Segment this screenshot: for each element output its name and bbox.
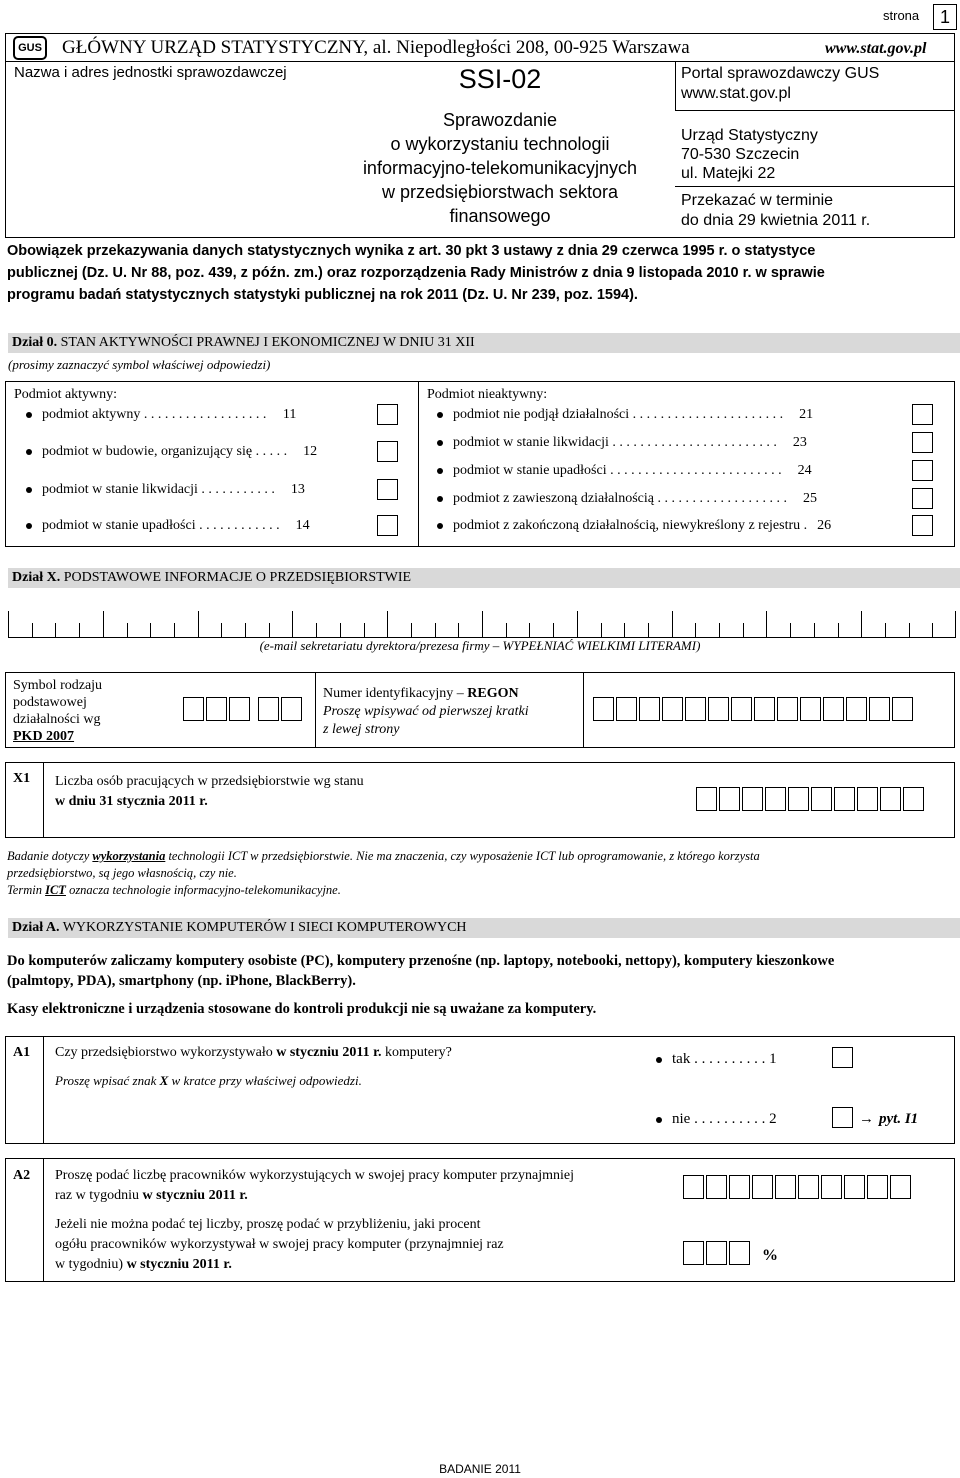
- a1-skip-target: pyt. I1: [879, 1111, 919, 1127]
- comb-tick: [127, 623, 128, 637]
- comb-tick: [150, 623, 151, 637]
- comb-tick: [198, 611, 199, 637]
- comb-tick: [529, 623, 530, 637]
- office-address: GŁÓWNY URZĄD STATYSTYCZNY, al. Niepodległości 208, 00-925 Warszawa: [62, 37, 690, 58]
- status-checkbox[interactable]: [377, 441, 398, 462]
- status-option: podmiot w stanie likwidacji . . . . . . . . . . . . . . . . . . . . . . . . 23: [437, 435, 807, 451]
- status-option: podmiot w stanie likwidacji . . . . . . . . . . . 13: [26, 482, 305, 498]
- comb-tick: [364, 623, 365, 637]
- a1-option-yes: tak . . . . . . . . . . 1: [656, 1051, 777, 1068]
- a1-option-no: nie . . . . . . . . . . 2: [656, 1111, 777, 1128]
- status-checkbox[interactable]: [912, 515, 933, 536]
- comb-tick: [316, 623, 317, 637]
- x1-code: X1: [13, 771, 31, 786]
- a2-code: A2: [13, 1168, 31, 1183]
- status-checkbox[interactable]: [912, 460, 933, 481]
- office-info: Urząd Statystyczny 70-530 Szczecin ul. Matejki 22: [681, 127, 818, 182]
- comb-tick: [435, 623, 436, 637]
- comb-tick: [221, 623, 222, 637]
- section-x-header: Dział X. PODSTAWOWE INFORMACJE O PRZEDSIĘBIORSTWIE: [8, 568, 960, 588]
- regon-label: Numer identyfikacyjny – REGON Proszę wpisywać od pierwszej kratki z lewej strony: [323, 686, 529, 737]
- comb-tick: [672, 611, 673, 637]
- status-checkbox[interactable]: [377, 515, 398, 536]
- section-a-header: Dział A. WYKORZYSTANIE KOMPUTERÓW I SIECI KOMPUTEROWYCH: [8, 918, 960, 938]
- comb-tick: [174, 623, 175, 637]
- a2-count-input[interactable]: [683, 1175, 913, 1199]
- comb-tick: [458, 623, 459, 637]
- status-option: podmiot z zawieszoną działalnością . . . . . . . . . . . . . . . . . . . 25: [437, 491, 817, 507]
- status-option: podmiot w stanie upadłości . . . . . . . . . . . . . . . . . . . . . . . . . 24: [437, 463, 812, 479]
- comb-tick: [648, 623, 649, 637]
- comb-tick: [411, 623, 412, 637]
- a1-hint: Proszę wpisać znak X w kratce przy właściwej odpowiedzi.: [55, 1073, 362, 1088]
- comb-tick: [292, 611, 293, 637]
- comb-tick: [8, 611, 9, 637]
- website: www.stat.gov.pl: [825, 40, 927, 57]
- a1-no-checkbox[interactable]: [832, 1107, 853, 1128]
- comb-tick: [387, 611, 388, 637]
- a1-question: Czy przedsiębiorstwo wykorzystywało w styczniu 2011 r. komputery?: [55, 1045, 452, 1060]
- regon-input[interactable]: [593, 697, 915, 721]
- comb-tick: [909, 623, 910, 637]
- comb-tick: [695, 623, 696, 637]
- unit-name-label: Nazwa i adres jednostki sprawozdawczej: [14, 64, 287, 81]
- status-option: podmiot w budowie, organizujący się . . . . . 12: [26, 444, 317, 460]
- cash-register-note: Kasy elektroniczne i urządzenia stosowane do kontroli produkcji nie są uważane za komputery.: [7, 1001, 597, 1017]
- portal-info: Portal sprawozdawczy GUS www.stat.gov.pl: [681, 65, 880, 102]
- comb-tick: [814, 623, 815, 637]
- comb-tick: [245, 623, 246, 637]
- pkd-label: Symbol rodzaju podstawowej działalności wg PKD 2007: [13, 678, 103, 744]
- comb-tick: [340, 623, 341, 637]
- form-title: Sprawozdanie o wykorzystaniu technologii informacyjno-telekomunikacyjnych w przedsiębiorstwach sektora finansowego: [362, 110, 638, 226]
- legal-basis: Obowiązek przekazywania danych statystycznych wynika z art. 30 pkt 3 ustawy z dnia 29 czerwca 1995 r. o statystyce publicznej (Dz. U. Nr 88, poz. 439, z późn. zm.) oraz rozporządzenia Rady Ministrów z dnia 9 listopada 2010 r. w sprawie programu badań statystycznych statystyki publicznej na rok 2011 (Dz. U. Nr 239, poz. 1594).: [7, 243, 825, 303]
- a1-code: A1: [13, 1045, 31, 1060]
- status-option: podmiot nie podjął działalności . . . . . . . . . . . . . . . . . . . . . . 21: [437, 407, 813, 423]
- comb-tick: [577, 611, 578, 637]
- inactive-title: Podmiot nieaktywny:: [427, 387, 548, 402]
- computer-definition: Do komputerów zaliczamy komputery osobiste (PC), komputery przenośne (np. laptopy, notebooki, nettopy), komputery kieszonkowe (palmtopy, PDA), smartphony (np. iPhone, BlackBerry).: [7, 953, 835, 989]
- a2-percent-input[interactable]: [683, 1241, 752, 1265]
- status-checkbox[interactable]: [912, 432, 933, 453]
- comb-tick: [79, 623, 80, 637]
- status-option: podmiot z zakończoną działalnością, niewykreślony z rejestru . 26: [437, 518, 831, 534]
- comb-tick: [885, 623, 886, 637]
- arrow-right-icon: →: [859, 1111, 874, 1127]
- gus-logo: GUS: [13, 36, 47, 60]
- status-checkbox[interactable]: [377, 479, 398, 500]
- survey-notes: Badanie dotyczy wykorzystania technologii ICT w przedsiębiorstwie. Nie ma znaczenia, czy wyposażenie ICT lub oprogramowanie, z którego korzysta przedsiębiorstwo, są jego własnością, czy nie. Termin ICT oznacza technologie informacyjno-telekomunikacyjne.: [7, 849, 760, 897]
- status-checkbox[interactable]: [377, 404, 398, 425]
- status-option: podmiot w stanie upadłości . . . . . . . . . . . . 14: [26, 518, 310, 534]
- status-option: podmiot aktywny . . . . . . . . . . . . . . . . . . 11: [26, 407, 296, 423]
- email-caption: (e-mail sekretariatu dyrektora/prezesa firmy – WYPEŁNIAĆ WIELKIMI LITERAMI): [259, 638, 701, 653]
- comb-tick: [553, 623, 554, 637]
- section-0-header: Dział 0. STAN AKTYWNOŚCI PRAWNEJ I EKONOMICZNEJ W DNIU 31 XII: [8, 333, 960, 353]
- comb-tick: [790, 623, 791, 637]
- comb-tick: [506, 623, 507, 637]
- a1-yes-checkbox[interactable]: [832, 1047, 853, 1068]
- active-title: Podmiot aktywny:: [14, 387, 118, 402]
- pkd-input[interactable]: [183, 697, 304, 721]
- comb-tick: [932, 623, 933, 637]
- comb-tick: [743, 623, 744, 637]
- section-0-note: (prosimy zaznaczyć symbol właściwej odpowiedzi): [8, 357, 271, 372]
- comb-tick: [624, 623, 625, 637]
- comb-tick: [269, 623, 270, 637]
- x1-question: Liczba osób pracujących w przedsiębiorstwie wg stanu w dniu 31 stycznia 2011 r.: [55, 774, 364, 809]
- comb-tick: [103, 611, 104, 637]
- email-input[interactable]: [8, 610, 956, 638]
- status-checkbox[interactable]: [912, 488, 933, 509]
- a2-question: Proszę podać liczbę pracowników wykorzystujących w swojej pracy komputer przynajmniej raz w tygodniu w styczniu 2011 r.: [55, 1168, 574, 1203]
- comb-tick: [719, 623, 720, 637]
- comb-tick: [955, 611, 956, 637]
- a2-percent-question: Jeżeli nie można podać tej liczby, proszę podać w przybliżeniu, jaki procent ogółu pracowników wykorzystywał w swojej pracy komputer (przynajmniej raz w tygodniu) w styczniu 2011 r.: [55, 1217, 504, 1272]
- x1-input[interactable]: [696, 787, 926, 811]
- page-label: strona: [883, 8, 920, 23]
- page-number: 1: [933, 4, 957, 30]
- footer: BADANIE 2011: [439, 1462, 521, 1476]
- percent-sign: %: [762, 1247, 778, 1264]
- comb-tick: [601, 623, 602, 637]
- comb-tick: [766, 611, 767, 637]
- comb-tick: [55, 623, 56, 637]
- status-checkbox[interactable]: [912, 404, 933, 425]
- deadline: Przekazać w terminie do dnia 29 kwietnia 2011 r.: [681, 192, 871, 229]
- form-code: SSI-02: [458, 64, 542, 94]
- comb-tick: [32, 623, 33, 637]
- comb-tick: [482, 611, 483, 637]
- comb-tick: [838, 623, 839, 637]
- comb-tick: [861, 611, 862, 637]
